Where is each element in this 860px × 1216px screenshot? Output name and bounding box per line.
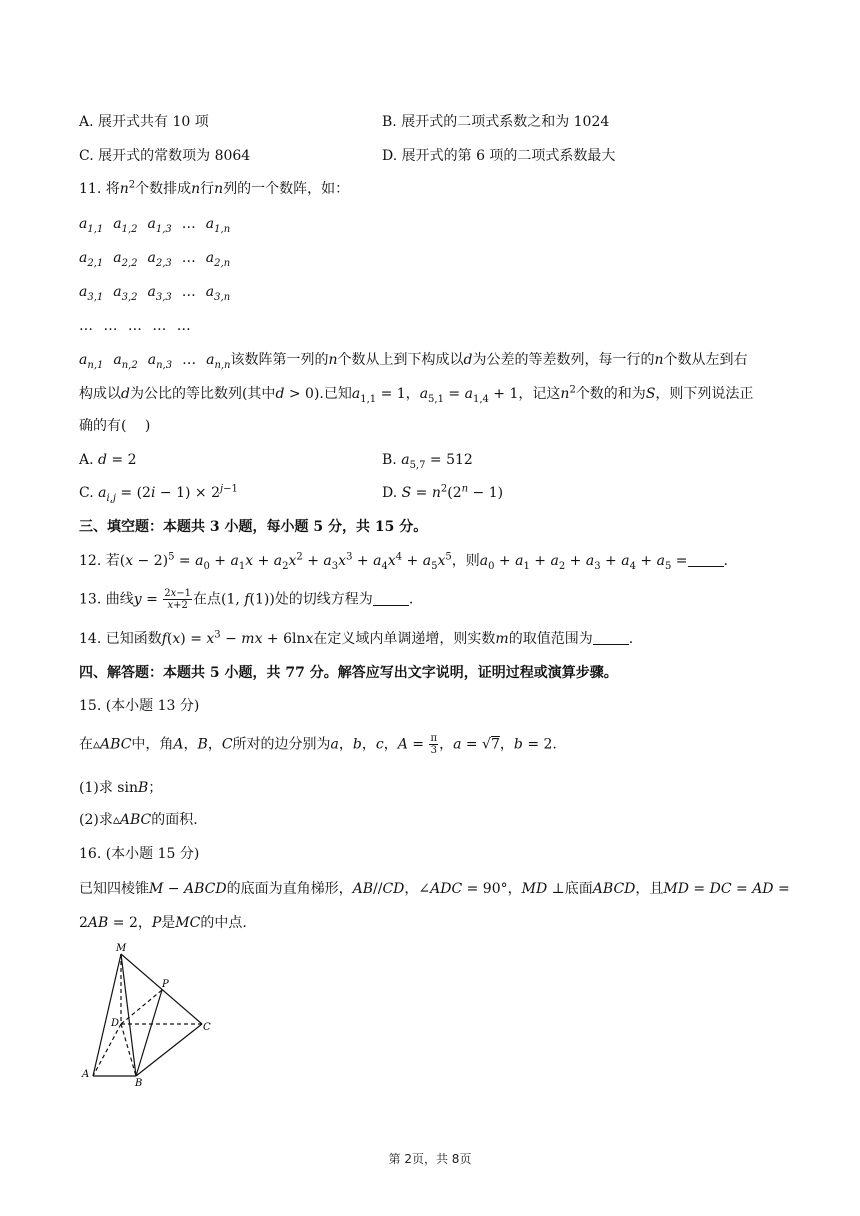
q11-line2: 构成以d为公比的等比数列(其中d > 0).已知$a_{1,1} = 1$，$a_{5,1} = a_{1,4} + 1$，记这$n^2$个数的和为S，则下列说法正	[79, 384, 754, 405]
q15-part-2: (2)求▵ABC的面积.	[79, 812, 198, 828]
q13: 13. 曲线y = $\frac{2x-1}{x+2}$ 在点(1, f(1))处的切线方程为 .	[79, 588, 414, 611]
answer-blank	[373, 592, 409, 606]
q11-option-c: C. $a_{i,j} = (2i - 1) \times 2^{j-1}$	[79, 483, 238, 504]
label-B: B	[135, 1078, 143, 1089]
q11-intro: 11. 将$n^2$个数排成n行n列的一个数阵，如：	[79, 179, 350, 197]
q11-line3: 确的有( )	[79, 418, 151, 434]
edge-MB	[121, 954, 136, 1076]
page-footer: 第 2页，共 8页	[388, 1152, 472, 1166]
section-4-heading: 四、解答题：本题共 5 小题，共 77 分。解答应写出文字说明，证明过程或演算步骤。	[79, 665, 618, 681]
matrix-row-1: $a_{1,1}$ $a_{1,2}$ $a_{1,3}$ … $a_{1,n}$	[79, 216, 231, 235]
answer-blank	[688, 553, 724, 567]
section-3-heading: 三、填空题：本题共 3 小题，每小题 5 分，共 15 分。	[79, 519, 428, 535]
label-D: D	[111, 1018, 120, 1029]
q14: 14. 已知函数$f(x) = x^3$ − mx + 6lnx在定义域内单调递增，则实数m的取值范围为 .	[79, 629, 634, 647]
q16-line-1: 已知四棱锥M − ABCD的底面为直角梯形，AB//CD，∠ADC = 90°，MD ⊥底面ABCD，且MD = DC = AD =	[79, 881, 790, 897]
edge-DB	[121, 1024, 136, 1076]
q10-option-c: C. 展开式的常数项为 8064	[79, 148, 251, 164]
q10-option-a: A. 展开式共有 10 项	[79, 114, 209, 130]
q10-option-b: B. 展开式的二项式系数之和为 1024	[382, 114, 610, 130]
q15-header: 15. (本小题 13 分)	[79, 698, 200, 714]
q10-option-d: D. 展开式的第 6 项的二项式系数最大	[382, 148, 616, 164]
label-C: C	[203, 1022, 211, 1033]
matrix-row-3: $a_{3,1}$ $a_{3,2}$ $a_{3,3}$ … $a_{3,n}$	[79, 284, 231, 303]
label-A: A	[82, 1069, 90, 1080]
edge-MA	[93, 954, 121, 1076]
pyramid-figure	[78, 940, 218, 1090]
q15-part-1: (1)求 sinB；	[79, 780, 163, 796]
q15-stem: 在▵ABC中，角A，B，C所对的边分别为a，b，c，A = $\frac{\pi}{3}$ ，a = √7，b = 2.	[79, 733, 557, 756]
matrix-row-2: $a_{2,1}$ $a_{2,2}$ $a_{2,3}$ … $a_{2,n}$	[79, 250, 231, 269]
q11-option-a: A. d = 2	[79, 452, 137, 468]
q16-header: 16. (本小题 15 分)	[79, 846, 200, 862]
matrix-dots: … … … … …	[79, 318, 191, 334]
q11-option-d: D. $S = n^2(2^n - 1)$	[382, 483, 504, 501]
edge-BC	[136, 1024, 202, 1076]
q11-line1: $a_{n,1}$ $a_{n,2}$ $a_{n,3}$ … $a_{n,n}$该数阵第一列的n个数从上到下构成以d为公差的等差数列，每一行的n个数从左到右	[79, 352, 748, 371]
label-P: P	[162, 979, 169, 990]
answer-blank	[593, 631, 629, 645]
q16-line-2: 2AB = 2，P是MC的中点.	[79, 915, 247, 931]
q12: 12. 若$(x - 2)^5 = a_0 + a_1x + a_2x^2 + a_3x^3 + a_4x^4 + a_5x^5$，则$a_0 + a_1 + a_2 + a_3 + a_4 + a_5$ = .	[79, 551, 728, 572]
edge-BP	[136, 990, 162, 1076]
label-M: M	[116, 943, 127, 954]
edge-DA	[93, 1024, 121, 1076]
q11-option-b: B. $a_{5,7} = 512$	[382, 452, 473, 471]
